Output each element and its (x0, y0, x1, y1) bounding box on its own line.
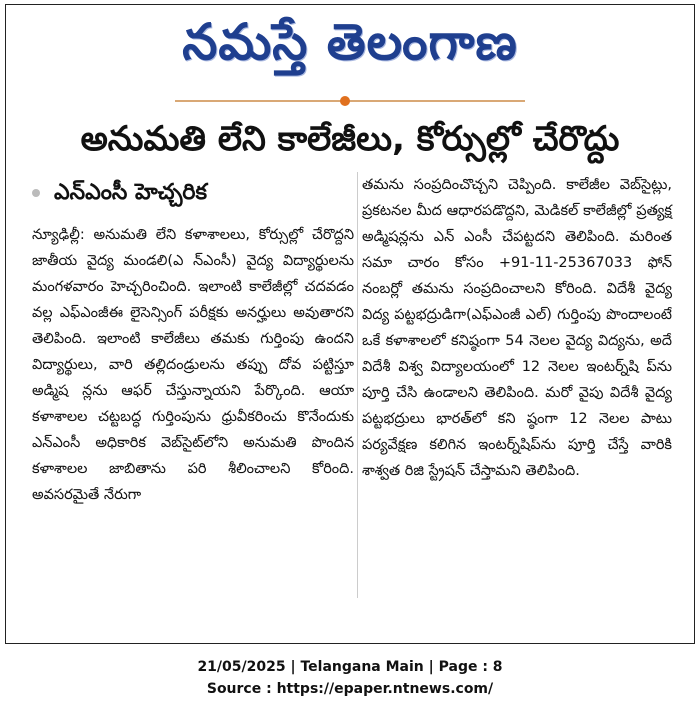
masthead-divider (175, 100, 525, 102)
article-column-left: న్యూఢిల్లీ: అనుమతి లేని కళాశాలలు, కోర్సుల్లో చేరొద్దని జాతీయ వైద్య మండలి(ఎ న్ఎంసీ) వైద్య విద్యార్థులను మంగళవారం హెచ్చరించింది. ఇలాంటి కాలేజీల్లో చదవడం వల్ల ఎఫ్ఎంజీఈ లైసెన్సింగ్ పరీక్షకు అనర్హులు అవుతారని తెలిపింది. ఇలాంటి కాలేజీలు తమకు గుర్తింపు ఉందని విద్యార్థులు, వారి తల్లిదండ్రులను తప్పు దోవ పట్టిస్తూ అడ్మిష న్లను ఆఫర్ చేస్తున్నాయని పేర్కొంది. ఆయా కళాశాలల చట్టబద్ధ గుర్తింపును ధ్రువీకరించు కొనేందుకు ఎన్ఎంసీ అధికారిక వెబ్‌సైట్‌లోని అనుమతి పొందిన కళాశాలల జాబితాను పరి శీలించాలని కోరింది. అవసరమైతే నేరుగా (32, 227, 354, 503)
subhead-text: ఎన్ఎంసీ హెచ్చరిక (54, 180, 207, 205)
footer-date-page: 21/05/2025 | Telangana Main | Page : 8 (197, 659, 503, 675)
clipping-footer (0, 656, 700, 700)
bullet-icon (32, 189, 40, 197)
article-headline: అనుమతి లేని కాలేజీలు, కోర్సుల్లో చేరొద్దు (80, 119, 620, 159)
article-column-right: తమను సంప్రదించొచ్చని చెప్పింది. కాలేజీల వెబ్‌సైట్లు, ప్రకటనల మీద ఆధారపడొద్దని, మెడికల్ కాలేజీల్లో ప్రత్యక్ష అడ్మిషన్లను ఎన్ ఎంసీ చేపట్టదని తెలిపింది. మరింత సమా చారం కోసం +91-11-25367033 ఫోన్ నంబర్లో తమను సంప్రదించాలని కోరింది. విదేశీ వైద్య విద్య పట్టభద్రుడిగా(ఎఫ్ఎంజీ ఎల్) గుర్తింపు పొందాలంటే ఒకే కళాశాలలో కనిష్ఠంగా 54 నెలల వైద్య విద్యను, అదే విదేశీ విశ్వ విద్యాలయంలో 12 నెలల ఇంటర్న్‌షి ప్‌ను పూర్తి చేసి ఉండాలని తెలిపింది. మరో వైపు విదేశీ వైద్య పట్టభద్రులు భారత్‌లో కని ష్ఠంగా 12 నెలల పాటు పర్యవేక్షణ కలిగిన ఇంటర్న్‌షిప్‌ను పూర్తి చేస్తే వారికి శాశ్వత రిజి స్ట్రేషన్ చేస్తామని తెలిపింది. (362, 177, 672, 479)
divider-ornament (340, 96, 350, 106)
newspaper-masthead: నమస్తే తెలంగాణ (182, 13, 518, 71)
article-subheadline (32, 178, 352, 208)
footer-source: Source : https://epaper.ntnews.com/ (206, 681, 494, 697)
column-separator (357, 172, 358, 598)
